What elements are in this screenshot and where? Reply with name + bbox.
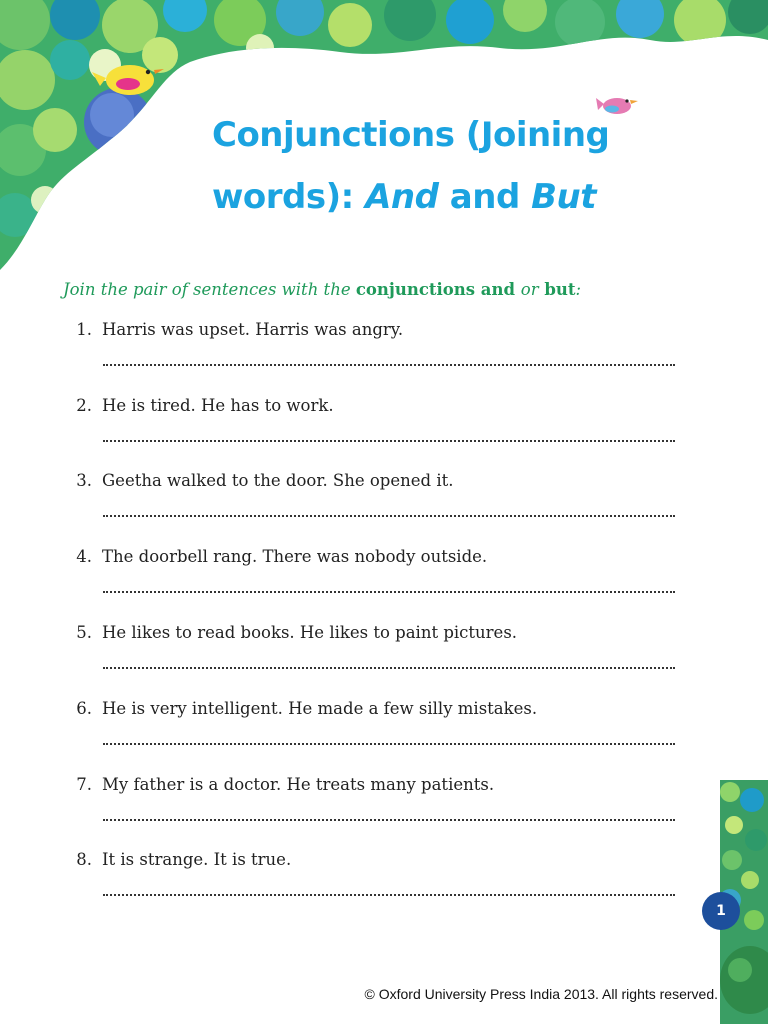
question-text: He is very intelligent. He made a few silly mistakes.	[102, 699, 538, 718]
question-number: 4.	[76, 547, 92, 566]
question-number: 3.	[76, 471, 92, 490]
title-word-but: But	[531, 177, 596, 217]
question-number: 5.	[76, 623, 92, 642]
instruction-text: Join the pair of sentences with the conjunctions and or but:	[63, 280, 582, 299]
answer-line[interactable]	[103, 894, 675, 896]
page-title: Conjunctions (Joining words): And and But	[212, 115, 610, 217]
answer-line[interactable]	[103, 515, 675, 517]
question-text: The doorbell rang. There was nobody outside.	[102, 547, 488, 566]
question-text: Harris was upset. Harris was angry.	[102, 320, 404, 339]
answer-line[interactable]	[103, 591, 675, 593]
answer-line[interactable]	[103, 364, 675, 366]
question-text: My father is a doctor. He treats many patients.	[102, 775, 495, 794]
question-6	[66, 699, 706, 775]
question-number: 2.	[76, 396, 92, 415]
answer-line[interactable]	[103, 819, 675, 821]
question-text: Geetha walked to the door. She opened it.	[102, 471, 454, 490]
question-2	[66, 396, 706, 472]
copyright-footer: © Oxford University Press India 2013. All rights reserved.	[364, 986, 718, 1002]
question-5	[66, 623, 706, 699]
question-number: 6.	[76, 699, 92, 718]
answer-line[interactable]	[103, 667, 675, 669]
answer-line[interactable]	[103, 743, 675, 745]
question-3	[66, 471, 706, 547]
question-text: It is strange. It is true.	[102, 850, 292, 869]
answer-line[interactable]	[103, 440, 675, 442]
question-number: 8.	[76, 850, 92, 869]
page-number-badge: 1	[702, 892, 740, 930]
title-word-and: And	[365, 177, 439, 217]
question-text: He is tired. He has to work.	[102, 396, 334, 415]
question-number: 7.	[76, 775, 92, 794]
question-4	[66, 547, 706, 623]
question-1	[66, 320, 706, 396]
question-7	[66, 775, 706, 851]
question-8	[66, 850, 706, 926]
question-text: He likes to read books. He likes to paint pictures.	[102, 623, 518, 642]
question-number: 1.	[76, 320, 92, 339]
